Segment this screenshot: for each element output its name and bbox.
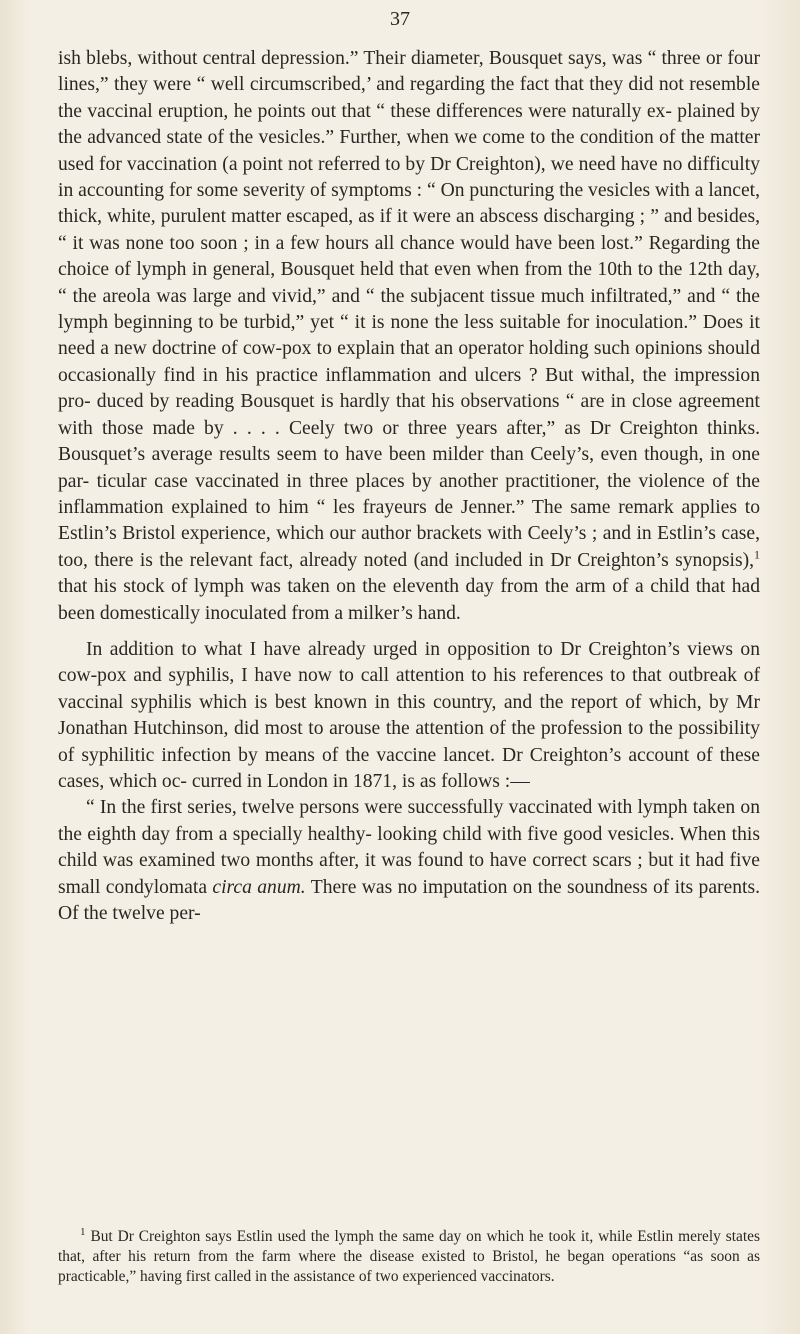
paragraph-2-text: In addition to what I have already urged in opposition to Dr Creighton’s views on cow-pox and syphilis, I have now to call attention to his references to that outbreak of vaccinal syphilis which is best known in this country, and the report of which, by Mr Jonathan Hutchinson, did most to arouse the attention of the profession to the possibility of syphilitic infection by means of the vaccine lancet. Dr Creighton’s account of these cases, which oc- curred in London in 1871, is as follows :— <box>58 638 760 792</box>
footnote <box>58 1227 760 1287</box>
footnote-mark: 1 <box>80 1225 86 1238</box>
paragraph-3-text-after: There was no imputation on the soundness of its parents. Of the twelve per- <box>58 876 761 924</box>
paragraph-3-text: “ In the first series, twelve persons were successfully vaccinated with lymph taken on the eighth day from a specially healthy- looking child with five good vesicles. When this child was examined two months after, it was found to have correct scars ; but it had five small condylomata <box>58 797 760 898</box>
italic-phrase: circa anum. <box>212 876 306 898</box>
paragraph-1 <box>58 46 760 627</box>
page-number: 37 <box>390 8 410 30</box>
paragraph-3-quotation <box>58 795 760 927</box>
paragraph-1-text-after: that his stock of lymph was taken on the eleventh day from the arm of a child that had been domestically inoculated from a milker’s hand. <box>58 576 760 624</box>
body-text <box>58 46 760 927</box>
paragraph-1-text: ish blebs, without central depression.” Their diameter, Bousquet says, was “ three or four lines,” they were “ well circumscribed,’ and regarding the fact that they did not resemble the vaccinal eruption, he points out that “ these differences were naturally ex- plained by the advanced state of the vesicles.” Further, when we come to the condition of the matter used for vaccination (a point not referred to by Dr Creighton), we need have no difficulty in accounting for some severity of symptoms : “ On puncturing the vesicles with a lancet, thick, white, purulent matter escaped, as if it were an abscess discharging ; ” and besides, “ it was none too soon ; in a few hours all chance would have been lost.” Regarding the choice of lymph in general, Bousquet held that even when from the 10th to the 12th day, “ the areola was large and vivid,” and “ the subjacent tissue much infiltrated,” and “ the lymph beginning to be turbid,” yet “ it is none the less suitable for inoculation.” Does it need a new doctrine of cow-pox to explain that an operator holding such opinions should occasionally find in his practice inflammation and ulcers ? But withal, the impression pro- duced by reading Bousquet is hardly that his observations “ are in close agreement with those made by . . . . Ceely two or three years after,” as Dr Creighton thinks. Bousquet’s average results seem to have been milder than Ceely’s, even though, in one par- ticular case vaccinated in three places by another practitioner, the violence of the inflammation explained to him “ les frayeurs de Jenner.” The same remark applies to Estlin’s Bristol experience, which our author brackets with Ceely’s ; and in Estlin’s case, too, there is the relevant fact, already noted (and included in Dr Creighton’s synopsis), <box>58 48 760 571</box>
paragraph-2 <box>58 637 760 795</box>
footnote-text: But Dr Creighton says Estlin used the lymph the same day on which he took it, while Estlin merely states that, after his return from the farm where the disease existed to Bristol, he began operations “as soon as practicable,” having first called in the assistance of two experienced vaccinators. <box>58 1228 760 1285</box>
footnote-reference: 1 <box>754 547 760 562</box>
